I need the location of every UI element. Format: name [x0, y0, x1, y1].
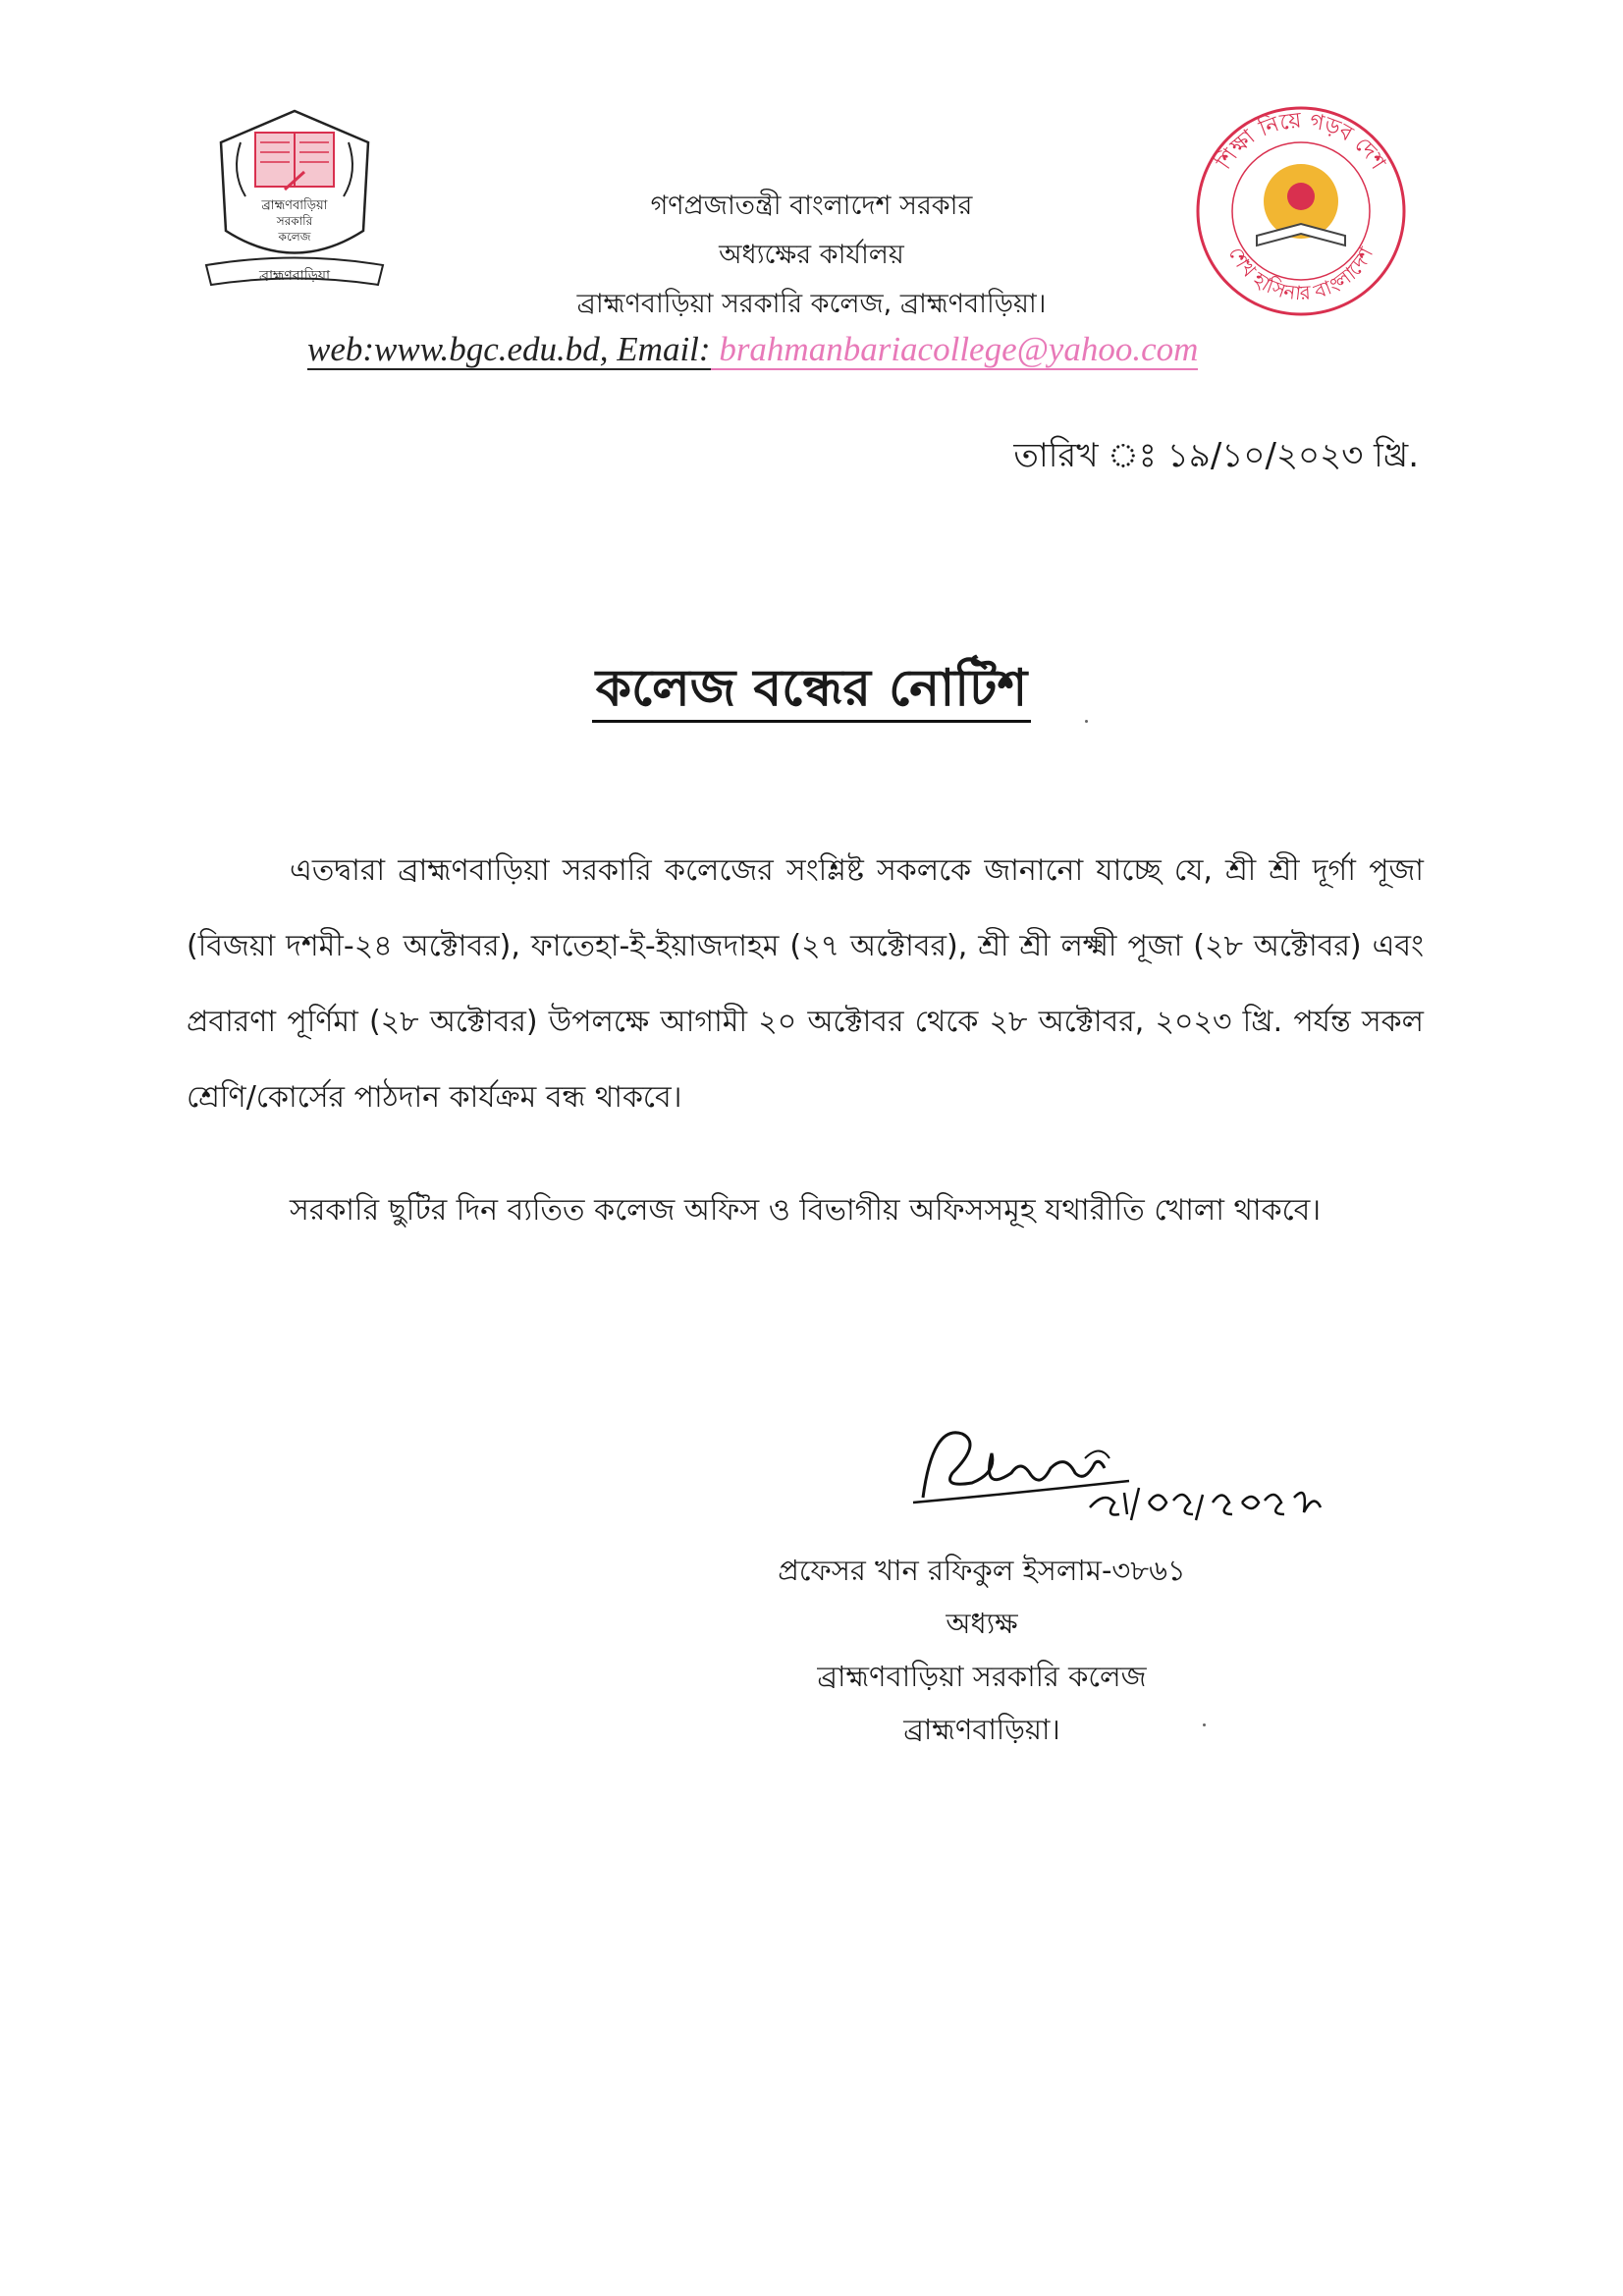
scan-speck	[1203, 1723, 1206, 1726]
notice-paragraph-2: সরকারি ছুটির দিন ব্যতিত কলেজ অফিস ও বিভাগীয় অফিসসমূহ যথারীতি খোলা থাকবে।	[290, 1193, 1322, 1228]
notice-paragraph-1: এতদ্বারা ব্রাহ্মণবাড়িয়া সরকারি কলেজের সংশ্লিষ্ট সকলকে জানানো যাচ্ছে যে, শ্রী শ্রী দূর্গা পূজা (বিজয়া দশমী-২৪ অক্টোবর), ফাতেহা-ই-ইয়াজদাহম (২৭ অক্টোবর), শ্রী শ্রী লক্ষ্মী পূজা (২৮ অক্টোবর) এবং প্রবারণা পূর্ণিমা (২৮ অক্টোবর) উপলক্ষে আগামী ২০ অক্টোবর থেকে ২৮ অক্টোবর, ২০২৩ খ্রি. পর্যন্ত সকল শ্রেণি/কোর্সের পাঠদান কার্যক্রম বন্ধ থাকবে।	[187, 853, 1424, 1115]
seal-bottom-text: শেখ হাসিনার বাংলাদেশ	[1223, 243, 1379, 305]
notice-title-text: কলেজ বন্ধের নোটিশ	[592, 659, 1032, 723]
seal-top-text: শিক্ষা নিয়ে গড়ব দেশ	[1212, 108, 1390, 175]
crest-text-1: ব্রাহ্মণবাড়িয়া	[261, 198, 328, 213]
notice-title	[0, 648, 1623, 734]
crest-ribbon-text: ব্রাহ্মণবাড়িয়া	[258, 268, 331, 284]
office-name: অধ্যক্ষের কার্যালয়	[719, 240, 904, 270]
contact-line	[307, 330, 1198, 369]
signatory-institution: ব্রাহ্মণবাড়িয়া সরকারি কলেজ	[817, 1660, 1147, 1693]
crest-text-2: সরকারি	[276, 214, 313, 228]
handwritten-signature	[903, 1404, 1335, 1532]
notice-date: তারিখ ঃ ১৯/১০/২০২৩ খ্রি.	[1013, 436, 1419, 475]
signatory-name: প্রফেসর খান রফিকুল ইসলাম-৩৮৬১	[778, 1554, 1186, 1587]
crest-text-3: কলেজ	[278, 230, 311, 244]
email-link[interactable]: brahmanbariacollege@yahoo.com	[710, 330, 1199, 368]
signatory-designation: অধ্যক্ষ	[946, 1607, 1018, 1640]
scan-speck	[1085, 720, 1088, 723]
government-name: গণপ্রজাতন্ত্রী বাংলাদেশ সরকার	[650, 191, 973, 221]
college-address: ব্রাহ্মণবাড়িয়া সরকারি কলেজ, ব্রাহ্মণবাড়িয়া।	[576, 289, 1047, 319]
website-label: web:www.bgc.edu.bd, Email:	[307, 330, 711, 368]
signatory-location: ব্রাহ্মণবাড়িয়া।	[903, 1713, 1060, 1746]
